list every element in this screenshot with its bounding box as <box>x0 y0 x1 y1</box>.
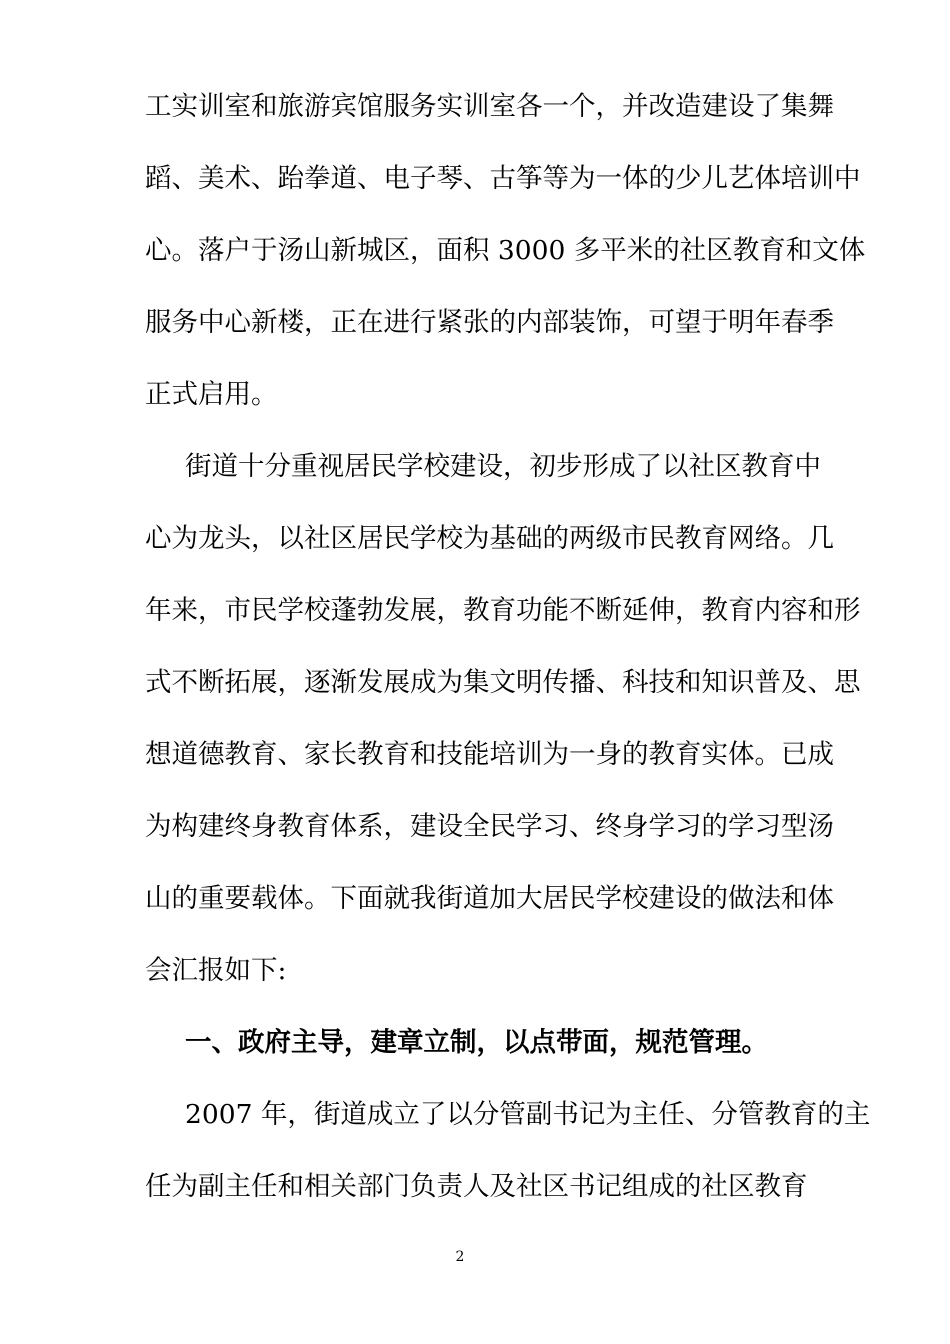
paragraph-line: 年来，市民学校蓬勃发展，教育功能不断延伸，教育内容和形 <box>145 595 861 626</box>
paragraph-line: 任为副主任和相关部门负责人及社区书记组成的社区教育 <box>145 1171 808 1202</box>
paragraph-line: 式不断拓展，逐渐发展成为集文明传播、科技和知识普及、思 <box>145 667 861 698</box>
paragraph-line: 正式启用。 <box>145 379 278 410</box>
paragraph-line: 工实训室和旅游宾馆服务实训室各一个，并改造建设了集舞 <box>145 91 834 122</box>
paragraph-line: 蹈、美术、跆拳道、电子琴、古筝等为一体的少儿艺体培训中 <box>145 163 861 194</box>
paragraph-line: 服务中心新楼，正在进行紧张的内部装饰，可望于明年春季 <box>145 307 834 338</box>
paragraph-line: 会汇报如下: <box>145 955 287 986</box>
section-heading: 一、政府主导，建章立制，以点带面，规范管理。 <box>185 1027 768 1058</box>
paragraph-line: 心为龙头，以社区居民学校为基础的两级市民教育网络。几 <box>145 523 834 554</box>
paragraph-line: 山的重要载体。下面就我街道加大居民学校建设的做法和体 <box>145 883 834 914</box>
paragraph-first-line: 2007 年，街道成立了以分管副书记为主任、分管教育的主 <box>185 1099 871 1130</box>
paragraph-line: 心。落户于汤山新城区，面积 3000 多平米的社区教育和文体 <box>145 235 866 266</box>
paragraph-line: 想道德教育、家长教育和技能培训为一身的教育实体。已成 <box>145 739 834 770</box>
paragraph-line: 为构建终身教育体系，建设全民学习、终身学习的学习型汤 <box>145 811 834 842</box>
page-number: 2 <box>455 1249 465 1265</box>
paragraph-first-line: 街道十分重视居民学校建设，初步形成了以社区教育中 <box>185 451 821 482</box>
